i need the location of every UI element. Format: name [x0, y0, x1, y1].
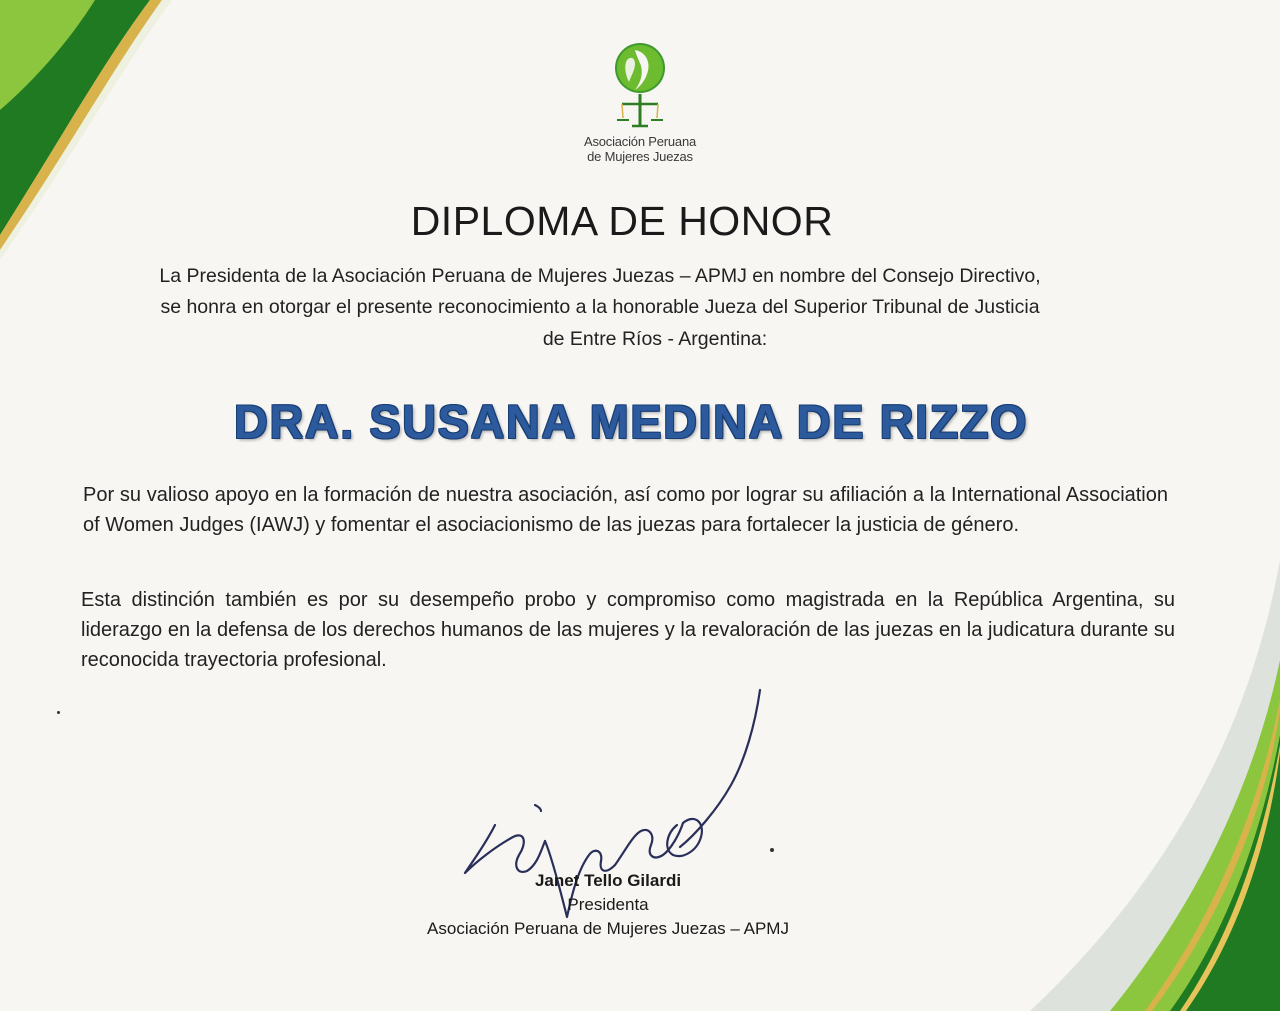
signatory-role: Presidenta [567, 895, 649, 914]
logo-text-line-2: de Mujeres Juezas [587, 149, 693, 164]
honoree-name: DRA. SUSANA MEDINA DE RIZZO [233, 395, 1029, 448]
signatory-organization: Asociación Peruana de Mujeres Juezas – APMJ [427, 919, 789, 938]
apmj-emblem-icon [605, 38, 675, 134]
apmj-logo [560, 38, 720, 164]
intro-line-2: se honra en otorgar el presente reconocimiento a la honorable Jueza del Superior Tribunal de Justicia [160, 296, 1040, 318]
logo-text-line-1: Asociación Peruana [583, 134, 697, 149]
diploma-title: DIPLOMA DE HONOR [410, 198, 834, 244]
intro-line-3: de Entre Ríos - Argentina: [542, 328, 768, 350]
body-paragraph-1: Por su valioso apoyo en la formación de nuestra asociación, así como por lograr su afiliación a la International Association of Women Judges (IAWJ) y fomentar el asociacionismo de las juezas para fortalecer la justicia de género. [83, 484, 1168, 536]
signatory-name: Janet Tello Gilardi [534, 871, 682, 890]
body-paragraph-2: Esta distinción también es por su desempeño probo y compromiso como magistrada en la República Argentina, su liderazgo en la defensa de los derechos humanos de las mujeres y la revaloración de las juezas en la judicatura durante su reconocida trayectoria profesional. [81, 589, 1175, 671]
intro-line-1: La Presidenta de la Asociación Peruana de Mujeres Juezas – APMJ en nombre del Consejo Directivo, [159, 265, 1041, 287]
ink-dot [57, 711, 60, 714]
